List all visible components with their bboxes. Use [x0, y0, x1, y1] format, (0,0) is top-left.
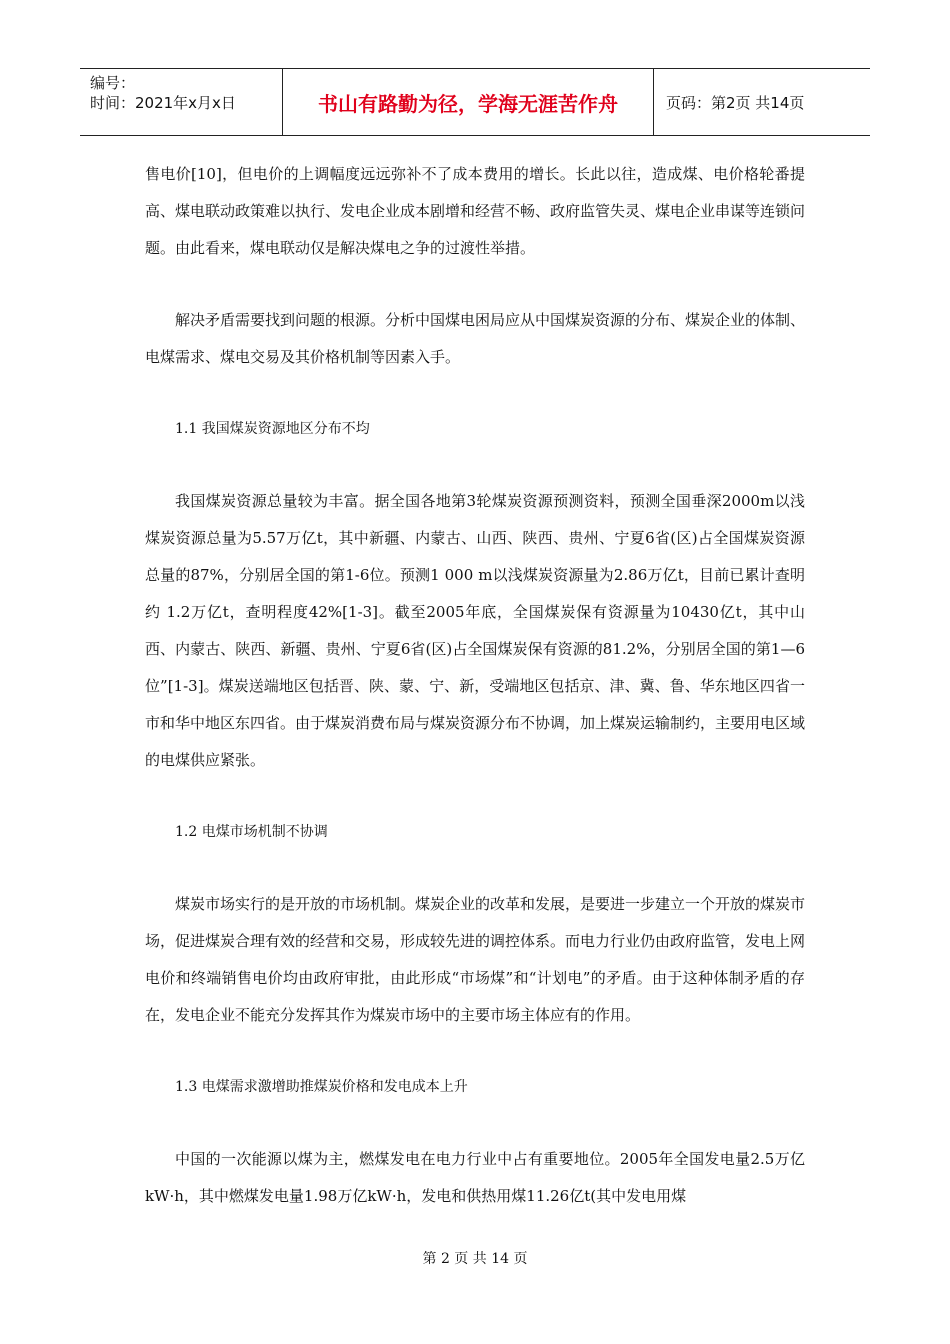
- header-meta: [80, 69, 282, 135]
- paragraph-coal-demand: 中国的一次能源以煤为主，燃煤发电在电力行业中占有重要地位。2005年全国发电量2.5万亿kW·h，其中燃煤发电量1.98万亿kW·h，发电和供热用煤11.26亿t(其中发电用煤: [145, 1150, 805, 1205]
- document-number-label: 编号：: [90, 74, 136, 92]
- section-heading-1-1: 1.1 我国煤炭资源地区分布不均: [175, 421, 370, 437]
- document-time: 时间：2021年x月x日: [90, 94, 236, 112]
- paragraph-root-cause: 解决矛盾需要找到问题的根源。分析中国煤电困局应从中国煤炭资源的分布、煤炭企业的体制、电煤需求、煤电交易及其价格机制等因素入手。: [145, 311, 806, 366]
- section-heading-1-3: 1.3 电煤需求激增助推煤炭价格和发电成本上升: [175, 1079, 468, 1095]
- section-heading-1-2: 1.2 电煤市场机制不协调: [175, 824, 328, 840]
- paragraph-continued: 售电价[10]，但电价的上调幅度远远弥补不了成本费用的增长。长此以往，造成煤、电价格轮番提高、煤电联动政策难以执行、发电企业成本剧增和经营不畅、政府监管失灵、煤电企业串谋等连锁问题。由此看来，煤电联动仅是解决煤电之争的过渡性举措。: [145, 165, 806, 257]
- document-body: [145, 156, 805, 1215]
- header-page-info: 页码：第2页 共14页: [666, 93, 805, 112]
- page-footer: 第 2 页 共 14 页: [422, 1251, 528, 1267]
- paragraph-market-mechanism: 煤炭市场实行的是开放的市场机制。煤炭企业的改革和发展，是要进一步建立一个开放的煤炭市场，促进煤炭合理有效的经营和交易，形成较先进的调控体系。而电力行业仍由政府监管，发电上网电价和终端销售电价均由政府审批，由此形成“市场煤”和“计划电”的矛盾。由于这种体制矛盾的存在，发电企业不能充分发挥其作为煤炭市场中的主要市场主体应有的作用。: [145, 895, 806, 1024]
- header-motto: 书山有路勤为径，学海无涯苦作舟: [282, 69, 654, 135]
- paragraph-coal-resources: 我国煤炭资源总量较为丰富。据全国各地第3轮煤炭资源预测资料，预测全国垂深2000m以浅煤炭资源总量为5.57万亿t，其中新疆、内蒙古、山西、陕西、贵州、宁夏6省(区)占全国煤炭资源总量的87%，分别居全国的第1-6位。预测1 000 m以浅煤炭资源量为2.86万亿t，目前已累计查明约 1.2万亿t，查明程度42%[1-3]。截至2005年底，全国煤炭保有资源量为10430亿t，其中山西、内蒙古、陕西、新疆、贵州、宁夏6省(区)占全国煤炭保有资源的81.2%，分别居全国的第1—6位”[1-3]。煤炭送端地区包括晋、陕、蒙、宁、新，受端地区包括京、津、冀、鲁、华东地区四省一市和华中地区东四省。由于煤炭消费布局与煤炭资源分布不协调，加上煤炭运输制约，主要用电区域的电煤供应紧张。: [145, 492, 806, 769]
- page-header: [80, 68, 870, 136]
